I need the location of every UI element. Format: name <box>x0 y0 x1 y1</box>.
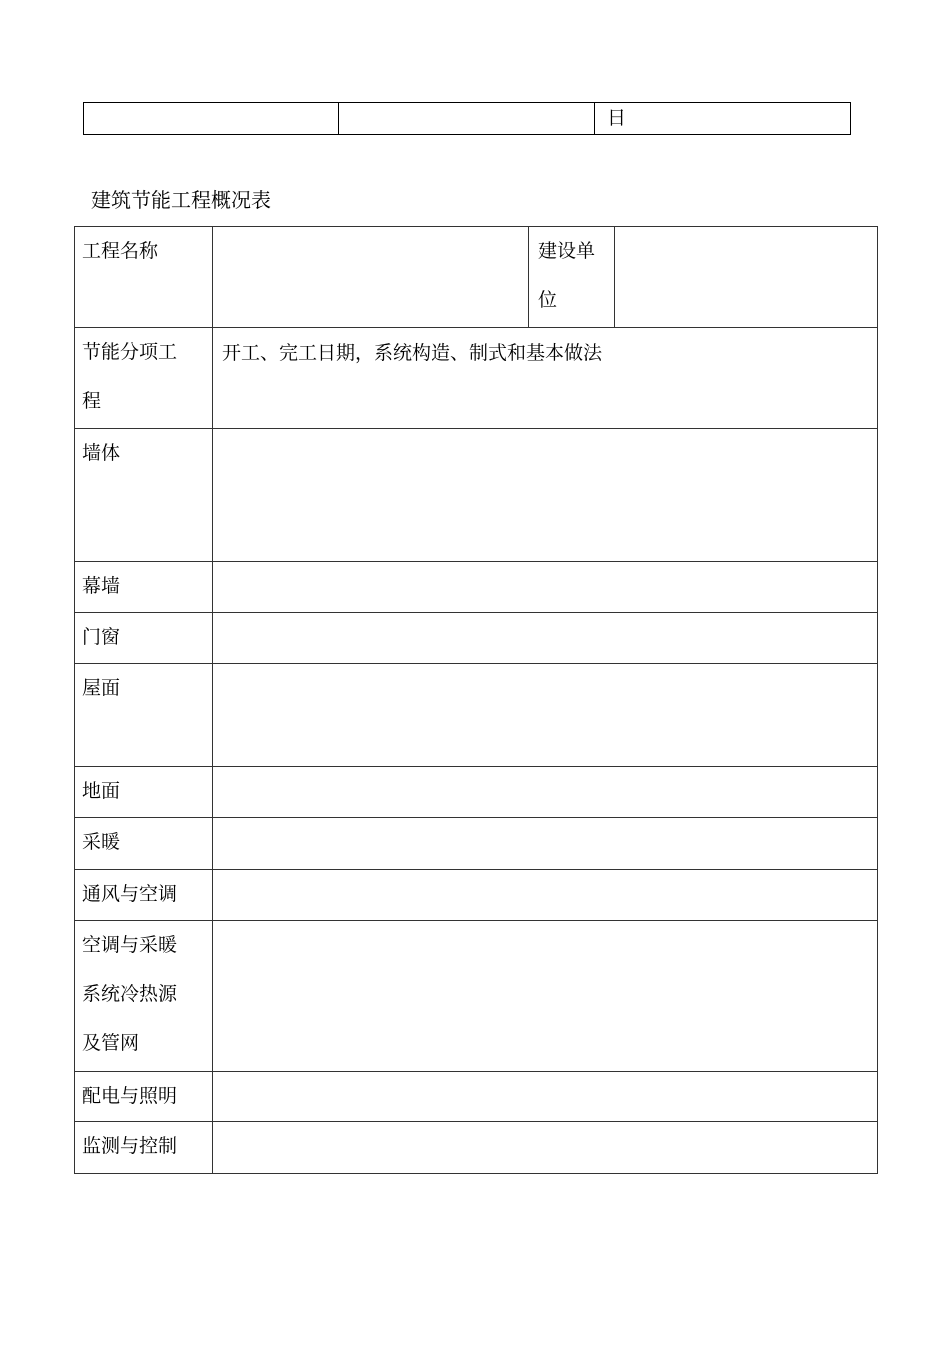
row-value-monitoring-control[interactable] <box>213 1122 878 1174</box>
table-row <box>75 328 878 429</box>
row-label-curtain-wall: 幕墙 <box>75 562 213 613</box>
top-cell-1 <box>84 103 339 135</box>
document-title: 建筑节能工程概况表 <box>91 188 271 212</box>
project-name-value[interactable] <box>213 227 529 328</box>
row-label-monitoring-control: 监测与控制 <box>75 1122 213 1174</box>
row-value-roof[interactable] <box>213 664 878 767</box>
row-label-heating: 采暖 <box>75 818 213 870</box>
row-value-wall[interactable] <box>213 429 878 562</box>
project-name-label: 工程名称 <box>75 227 213 328</box>
row-label-power-lighting: 配电与照明 <box>75 1072 213 1122</box>
table-row <box>75 429 878 562</box>
row-value-hvac-source-network[interactable] <box>213 921 878 1072</box>
row-value-floor[interactable] <box>213 767 878 818</box>
row-label-doors-windows: 门窗 <box>75 613 213 664</box>
row-label-ventilation-ac: 通风与空调 <box>75 870 213 921</box>
table-row <box>75 818 878 870</box>
row-label-roof: 屋面 <box>75 664 213 767</box>
row-value-ventilation-ac[interactable] <box>213 870 878 921</box>
table-row <box>75 1072 878 1122</box>
row-label-hvac-source-network: 空调与采暖 系统冷热源 及管网 <box>75 921 213 1072</box>
subitem-label: 节能分项工 程 <box>75 328 213 429</box>
row-label-wall: 墙体 <box>75 429 213 562</box>
row-value-doors-windows[interactable] <box>213 613 878 664</box>
table-row <box>75 562 878 613</box>
table-row <box>75 664 878 767</box>
top-cell-2 <box>339 103 595 135</box>
row-value-power-lighting[interactable] <box>213 1072 878 1122</box>
owner-value[interactable] <box>615 227 878 328</box>
table-row <box>75 921 878 1072</box>
table-row <box>75 613 878 664</box>
top-continuation-table <box>83 102 851 135</box>
table-row <box>75 870 878 921</box>
table-row <box>75 767 878 818</box>
table-row <box>84 103 851 135</box>
owner-label: 建设单 位 <box>529 227 615 328</box>
row-label-floor: 地面 <box>75 767 213 818</box>
row-value-heating[interactable] <box>213 818 878 870</box>
subitem-description: 开工、完工日期，系统构造、制式和基本做法 <box>213 328 878 429</box>
table-row <box>75 227 878 328</box>
row-value-curtain-wall[interactable] <box>213 562 878 613</box>
energy-saving-overview-table <box>74 226 878 1174</box>
table-row <box>75 1122 878 1174</box>
top-cell-day: 日 <box>595 103 851 135</box>
